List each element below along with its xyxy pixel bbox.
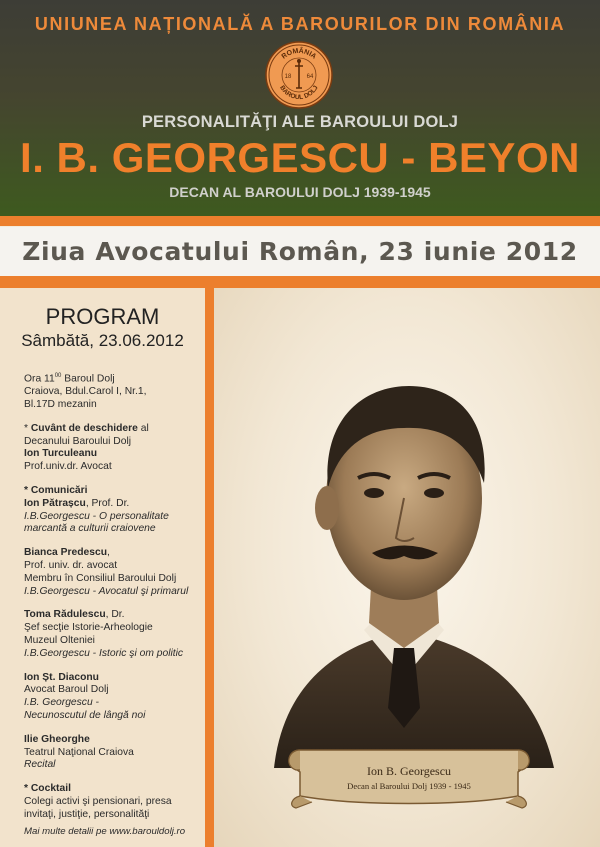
talk1-topic-2: marcantă a culturii craiovene xyxy=(24,523,156,535)
honoree-role: DECAN AL BAROULUI DOLJ 1939-1945 xyxy=(169,184,431,200)
program-column xyxy=(0,288,205,847)
talk4-topic: I.B. Georgescu - xyxy=(24,697,99,709)
list-item-talk4 xyxy=(24,672,204,723)
orange-divider xyxy=(205,288,214,847)
venue-address-2: Bl.17D mezanin xyxy=(24,399,97,411)
seal-year-left: 18 xyxy=(284,74,292,80)
banner-caption: Decan al Baroului Dolj 1939 - 1945 xyxy=(347,781,471,791)
seal-year-right: 64 xyxy=(306,74,314,80)
venue-address: Craiova, Bdul.Carol I, Nr.1, xyxy=(24,386,147,398)
talk4-role: Avocat Baroul Dolj xyxy=(24,684,109,696)
talk2-topic: I.B.Georgescu - Avocatul şi primarul xyxy=(24,585,189,597)
talk2-role-2: Membru în Consiliul Baroului Dolj xyxy=(24,572,177,584)
website-note: Mai multe detalii pe www.barouldolj.ro xyxy=(24,826,186,837)
venue-time-sup: 00 xyxy=(54,373,62,379)
talk1-person: Ion Pătrașcu xyxy=(24,497,86,509)
cocktail-line2: invitaţi, justiţie, personalităţi xyxy=(24,808,150,820)
list-item-talk1 xyxy=(24,485,204,536)
orange-stripe-top xyxy=(0,216,600,226)
event-title: Ziua Avocatului Român, 23 iunie 2012 xyxy=(22,237,578,266)
list-item-venue xyxy=(24,370,204,412)
list-item-recital xyxy=(24,734,204,772)
talks-label: * Comunicări xyxy=(24,485,88,496)
opening-role: Prof.univ.dr. Avocat xyxy=(24,461,112,473)
seal-top-text: ROMÂNIA xyxy=(280,47,318,61)
recital-person: Ilie Gheorghe xyxy=(24,733,90,745)
header xyxy=(0,0,600,216)
recital-topic: Recital xyxy=(24,759,56,771)
seal-bottom-text: BAROUL DOLJ xyxy=(278,84,320,102)
talk4-topic-2: Necunoscutul de lângă noi xyxy=(24,709,146,721)
cocktail-label: * Cocktail xyxy=(24,783,71,795)
venue-place: Baroul Dolj xyxy=(64,373,115,385)
program-list xyxy=(24,370,204,833)
talk3-role: Şef secţie Istorie-Arheologie xyxy=(24,622,153,634)
talk1-title: , Prof. Dr. xyxy=(85,497,130,509)
portrait-photo xyxy=(234,348,574,768)
talk3-role-2: Muzeul Olteniei xyxy=(24,634,95,646)
honoree-name: I. B. GEORGESCU - BEYON xyxy=(20,134,580,181)
talk2-person: Bianca Predescu xyxy=(24,547,107,559)
opening-line2: Decanului Baroului Dolj xyxy=(24,435,132,447)
talk4-person: Ion Șt. Diaconu xyxy=(24,671,99,683)
talk1-topic: I.B.Georgescu - O personalitate xyxy=(24,510,169,522)
series-subtitle: PERSONALITĂŢI ALE BAROULUI DOLJ xyxy=(141,113,459,131)
program-date: Sâmbătă, 23.06.2012 xyxy=(21,331,184,350)
list-item-cocktail xyxy=(24,783,204,821)
venue-time: Ora 11 xyxy=(24,373,55,385)
list-item-talk3 xyxy=(24,609,204,660)
event-band xyxy=(0,227,600,276)
recital-role: Teatrul Naţional Craiova xyxy=(24,746,134,758)
orange-stripe-bottom xyxy=(0,276,600,288)
talk3-topic: I.B.Georgescu - Istoric şi om politic xyxy=(24,647,184,659)
talk2-title: , xyxy=(107,547,110,559)
opening-person: Ion Turculeanu xyxy=(24,448,98,460)
opening-suffix: al xyxy=(137,422,149,434)
organization-title: UNIUNEA NAȚIONALĂ A BAROURILOR DIN ROMÂNIA xyxy=(34,14,566,34)
list-item-talk2 xyxy=(24,547,204,598)
list-item-opening xyxy=(24,423,204,474)
banner-name: Ion B. Georgescu xyxy=(366,764,452,778)
bar-seal-icon xyxy=(264,40,334,110)
opening-label: Cuvânt de deschidere xyxy=(30,422,138,434)
talk2-role: Prof. univ. dr. avocat xyxy=(24,559,118,571)
program-title: PROGRAM xyxy=(45,304,160,329)
talk3-title: , Dr. xyxy=(105,609,125,621)
cocktail-line1: Colegi activi şi pensionari, presa xyxy=(24,795,172,807)
opening-star: * xyxy=(24,422,31,434)
talk3-person: Toma Rădulescu xyxy=(24,609,106,621)
portrait-panel xyxy=(214,288,600,847)
